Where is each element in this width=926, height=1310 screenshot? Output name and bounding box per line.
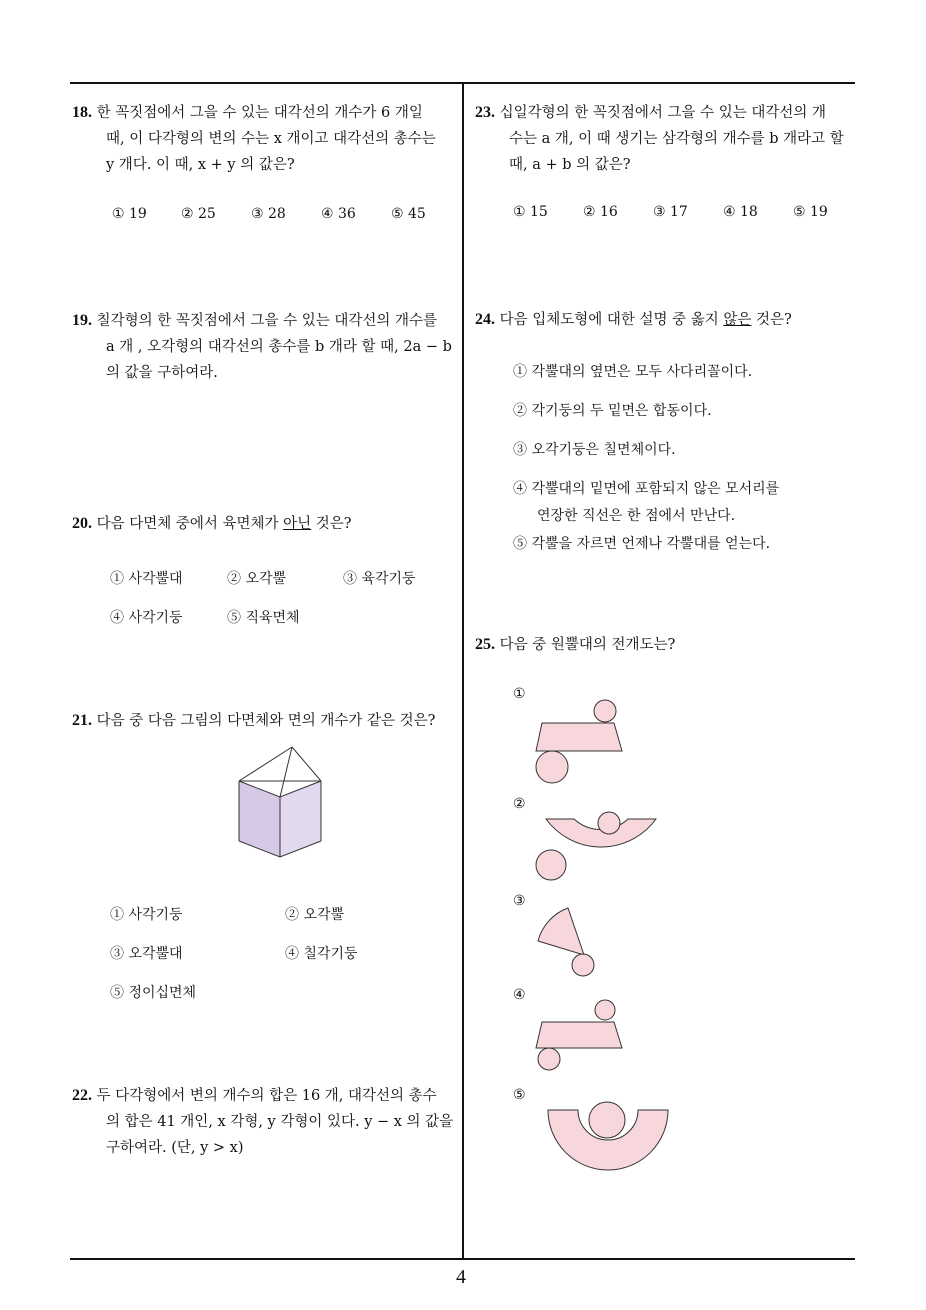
option-3-mark[interactable]: ③ xyxy=(513,893,526,909)
question-number: 18. xyxy=(72,104,92,121)
question-number: 22. xyxy=(72,1087,92,1104)
question-22-cont xyxy=(106,1109,461,1161)
question-text-line: 십일각형의 한 꼭짓점에서 그을 수 있는 대각선의 개 xyxy=(499,105,827,121)
question-19 xyxy=(72,308,457,334)
question-text-line: y 개다. 이 때, x + y 의 값은? xyxy=(106,157,295,173)
option[interactable]: ④ 사각기둥 xyxy=(110,610,183,626)
option[interactable]: ④ 36 xyxy=(321,206,356,222)
underlined-word: 않은 xyxy=(723,312,752,328)
option-4-mark[interactable]: ④ xyxy=(513,987,526,1003)
option[interactable]: ⑤ 19 xyxy=(793,204,828,220)
question-text-line: 수는 a 개, 이 때 생기는 삼각형의 개수를 b 개라고 할 xyxy=(509,131,844,147)
question-text: 것은? xyxy=(311,516,352,532)
question-text: 다음 중 원뿔대의 전개도는? xyxy=(499,637,676,653)
option[interactable]: ③ 오각뿔대 xyxy=(110,946,183,962)
column-divider xyxy=(462,82,464,1260)
net-figure-4[interactable] xyxy=(530,996,650,1076)
question-text-line: 한 꼭짓점에서 그을 수 있는 대각선의 개수가 6 개일 xyxy=(96,105,423,121)
option[interactable]: ④ 18 xyxy=(723,204,758,220)
question-text-line: 구하여라. (단, y > x) xyxy=(106,1140,244,1156)
question-23 xyxy=(475,100,860,126)
question-text-line: 때, 이 다각형의 변의 수는 x 개이고 대각선의 총수는 xyxy=(106,131,436,147)
question-text-line: a 개 , 오각형의 대각선의 총수를 b 개라 할 때, 2a − b xyxy=(106,339,452,355)
option[interactable]: ④ 칠각기둥 xyxy=(285,946,358,962)
option[interactable]: ① 각뿔대의 옆면은 모두 사다리꼴이다. xyxy=(513,364,753,380)
option-5-mark[interactable]: ⑤ xyxy=(513,1087,526,1103)
question-text-line: 의 합은 41 개인, x 각형, y 각형이 있다. y − x 의 값을 xyxy=(106,1114,454,1130)
option[interactable]: ③ 육각기둥 xyxy=(343,571,416,587)
net-figure-1[interactable] xyxy=(530,695,650,795)
question-number: 20. xyxy=(72,515,92,532)
option[interactable]: ② 각기둥의 두 밑면은 합동이다. xyxy=(513,403,712,419)
option-2-mark[interactable]: ② xyxy=(513,796,526,812)
option[interactable]: ② 오각뿔 xyxy=(285,907,345,923)
option[interactable]: ⑤ 각뿔을 자르면 언제나 각뿔대를 얻는다. xyxy=(513,536,771,552)
question-number: 19. xyxy=(72,312,92,329)
question-20 xyxy=(72,511,457,537)
question-text: 것은? xyxy=(751,312,792,328)
question-text-line: 의 값을 구하여라. xyxy=(106,365,218,381)
option[interactable]: ④ 각뿔대의 밑면에 포함되지 않은 모서리를 xyxy=(513,481,780,497)
question-23-cont xyxy=(509,126,864,178)
option[interactable]: ③ 28 xyxy=(251,206,286,222)
bottom-rule xyxy=(70,1258,855,1260)
question-text-line: 두 다각형에서 변의 개수의 합은 16 개, 대각선의 총수 xyxy=(96,1088,437,1104)
option[interactable]: ② 25 xyxy=(181,206,216,222)
option[interactable]: ⑤ 직육면체 xyxy=(227,610,300,626)
question-text: 다음 다면체 중에서 육면체가 xyxy=(96,516,284,532)
question-18 xyxy=(72,100,457,126)
option[interactable]: ① 사각뿔대 xyxy=(110,571,183,587)
question-18-cont xyxy=(106,126,461,178)
option[interactable]: ① 사각기둥 xyxy=(110,907,183,923)
prism-front-face xyxy=(239,781,280,857)
question-number: 21. xyxy=(72,712,92,729)
page-number: 4 xyxy=(456,1266,466,1288)
net-figure-2[interactable] xyxy=(530,805,660,895)
question-19-cont xyxy=(106,334,461,386)
option[interactable]: ③ 오각기둥은 칠면체이다. xyxy=(513,442,676,458)
question-number: 25. xyxy=(475,636,495,653)
option[interactable]: ⑤ 정이십면체 xyxy=(110,985,197,1001)
option[interactable]: ① 15 xyxy=(513,204,548,220)
net-figure-5[interactable] xyxy=(530,1100,660,1190)
question-25 xyxy=(475,632,860,658)
option[interactable]: ② 16 xyxy=(583,204,618,220)
question-number: 23. xyxy=(475,104,495,121)
question-text: 다음 중 다음 그림의 다면체와 면의 개수가 같은 것은? xyxy=(96,713,436,729)
option[interactable]: ③ 17 xyxy=(653,204,688,220)
net-figure-3[interactable] xyxy=(530,903,620,983)
option[interactable]: ① 19 xyxy=(112,206,147,222)
question-text-line: 칠각형의 한 꼭짓점에서 그을 수 있는 대각선의 개수를 xyxy=(96,313,438,329)
option-continuation: 연장한 직선은 한 점에서 만난다. xyxy=(537,508,736,524)
polyhedron-figure xyxy=(230,745,340,865)
question-number: 24. xyxy=(475,311,495,328)
option-1-mark[interactable]: ① xyxy=(513,686,526,702)
question-24 xyxy=(475,307,860,333)
question-text: 다음 입체도형에 대한 설명 중 옳지 xyxy=(499,312,724,328)
question-text-line: 때, a + b 의 값은? xyxy=(509,157,631,173)
question-22 xyxy=(72,1083,460,1109)
underlined-word: 아닌 xyxy=(283,516,312,532)
option[interactable]: ⑤ 45 xyxy=(391,206,426,222)
question-21 xyxy=(72,708,460,734)
option[interactable]: ② 오각뿔 xyxy=(227,571,287,587)
